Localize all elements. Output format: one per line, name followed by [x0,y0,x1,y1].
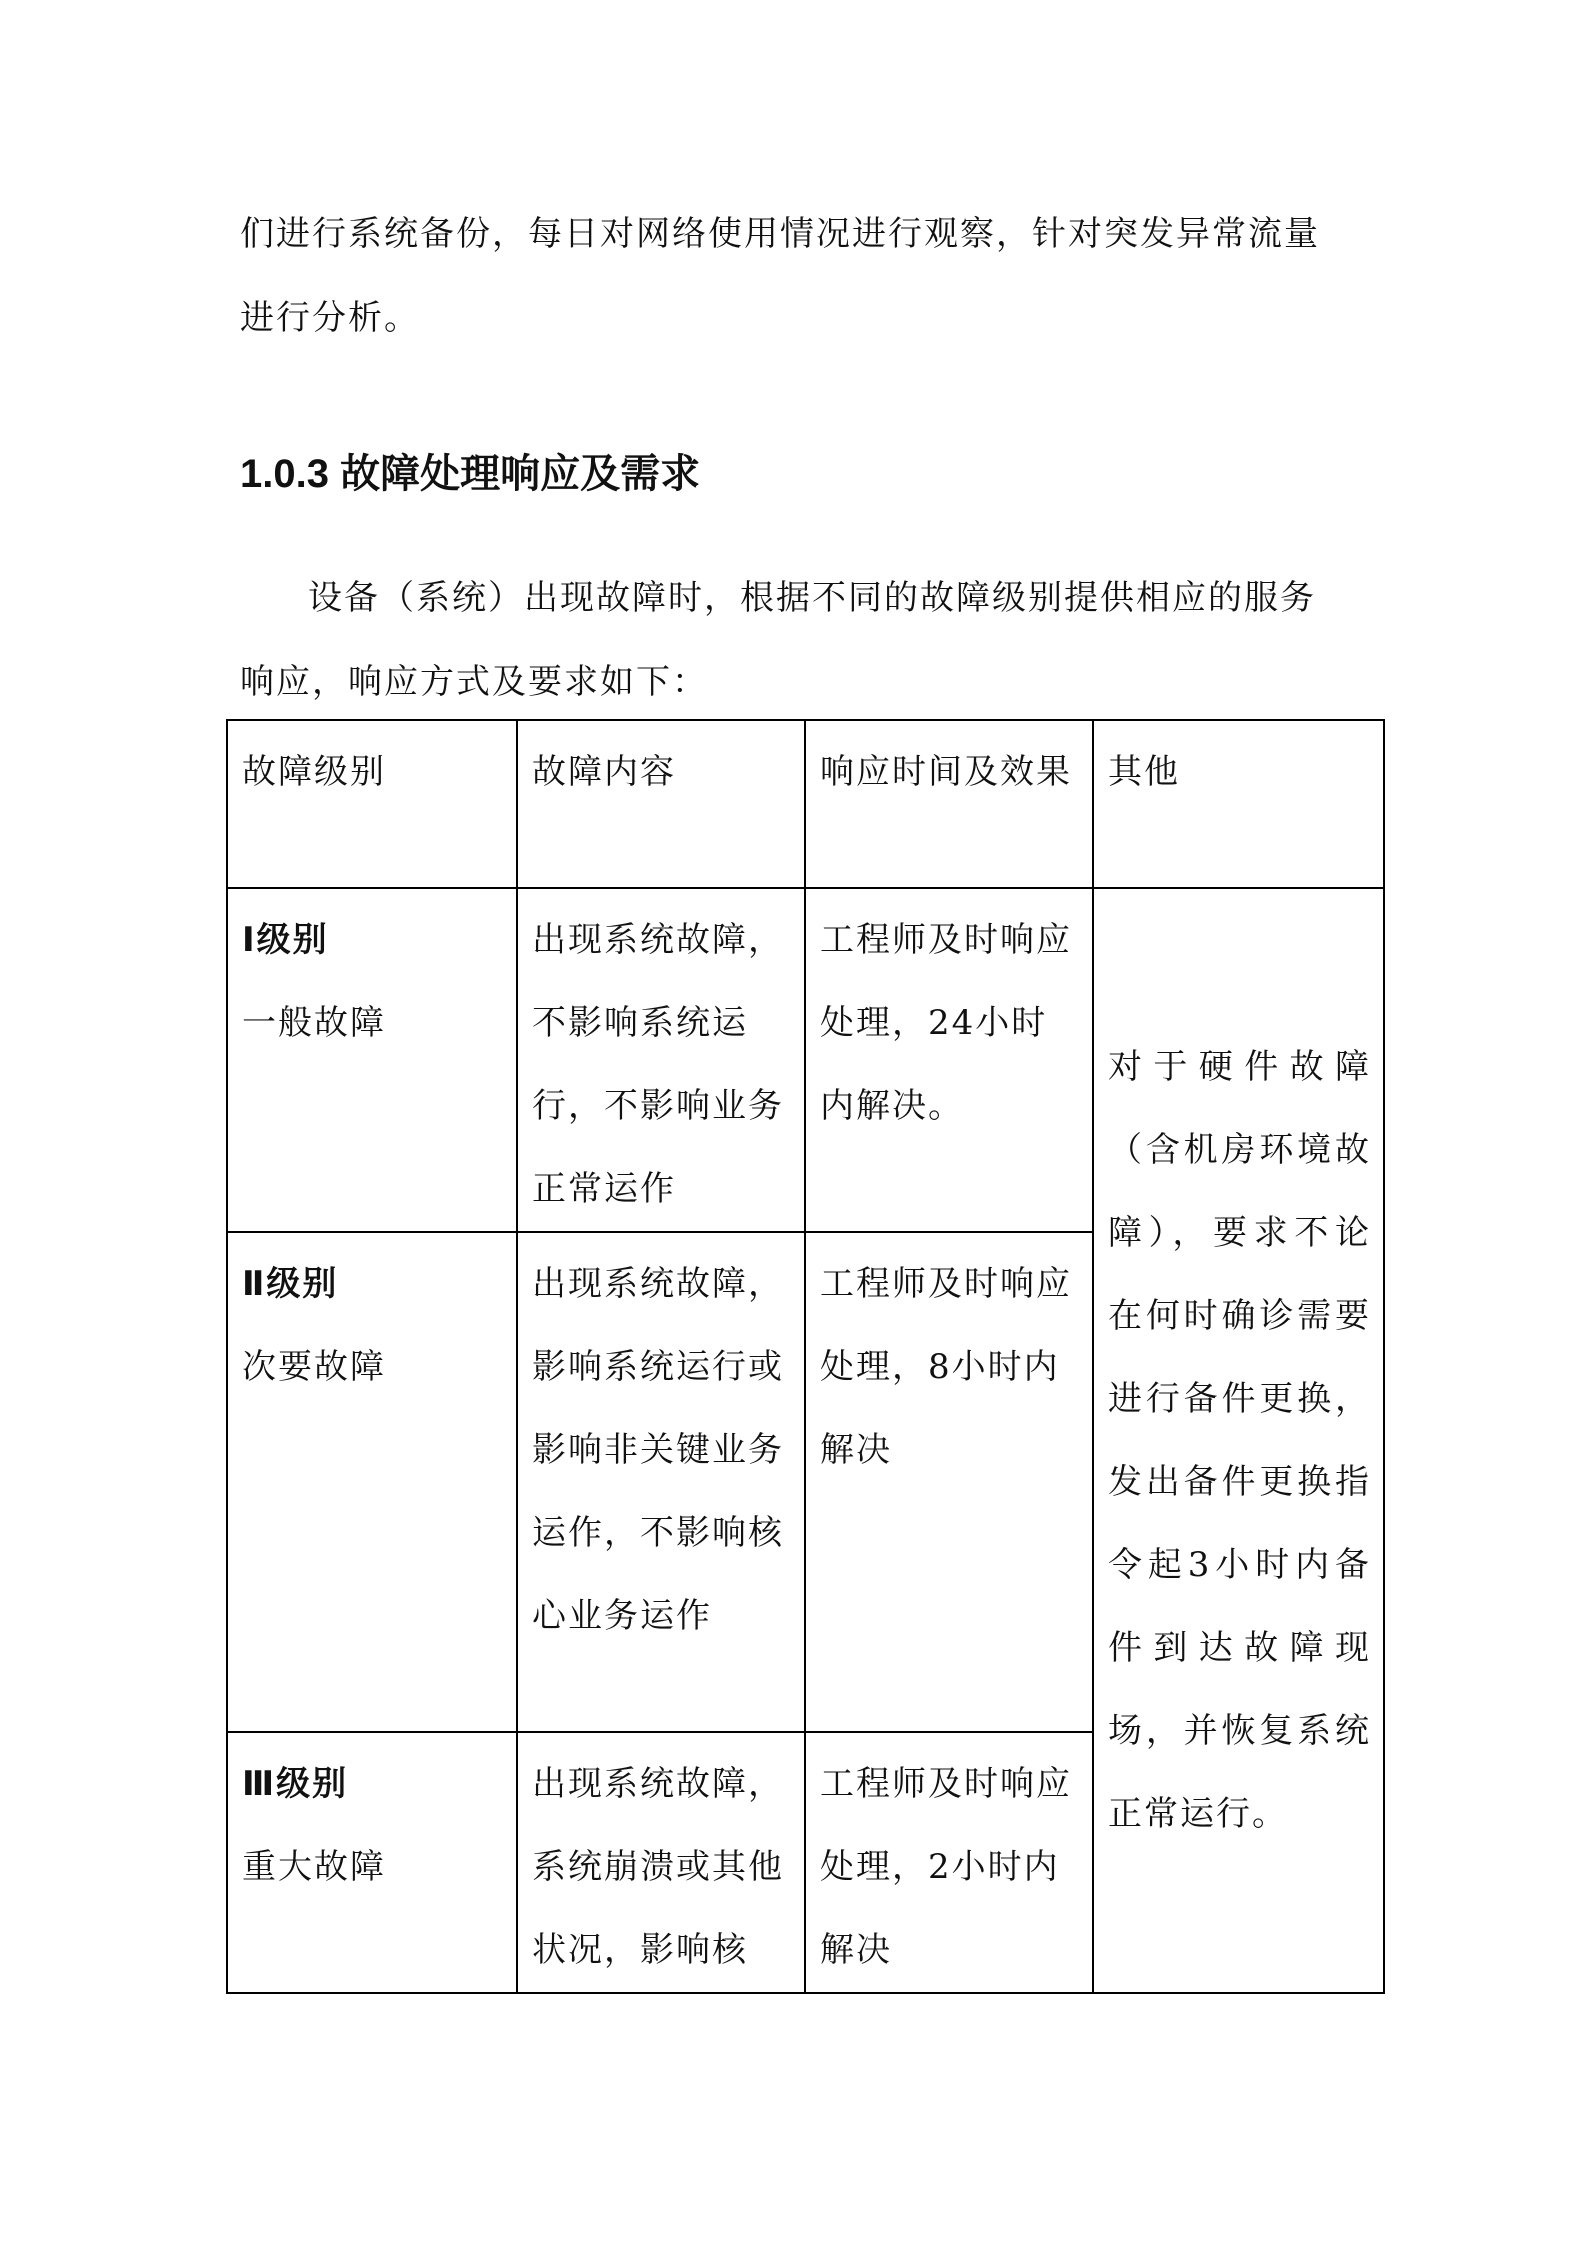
fault-response-table [226,719,1385,1994]
intro-line-2: 进行分析。 [240,298,420,338]
table-header-row [227,720,1384,888]
level-name: 一般故障 [242,1003,386,1043]
header-fault-content: 故障内容 [517,720,805,888]
level-name: 重大故障 [242,1847,386,1887]
intro-line-1: 们进行系统备份，每日对网络使用情况进行观察，针对突发异常流量 [240,214,1320,254]
intro-paragraph [240,192,1350,360]
response-cell: 工程师及时响应处理，8小时内解决 [805,1232,1093,1732]
header-other: 其他 [1093,720,1384,888]
header-fault-level: 故障级别 [227,720,517,888]
content-cell: 出现系统故障，不影响系统运行，不影响业务正常运作 [517,888,805,1232]
other-notes-cell: 对于硬件故障（含机房环境故障），要求不论在何时确诊需要进行备件更换，发出备件更换指令起3小时内备件到达故障现场，并恢复系统正常运行。 [1093,888,1384,1993]
level-cell [227,888,517,1232]
section-heading: 1.0.3 故障处理响应及需求 [240,452,701,496]
level-label: Ⅱ级别 [242,1264,339,1304]
content-cell: 出现系统故障，影响系统运行或影响非关键业务运作，不影响核心业务运作 [517,1232,805,1732]
level-name: 次要故障 [242,1347,386,1387]
response-cell: 工程师及时响应处理，24小时内解决。 [805,888,1093,1232]
level-label: Ⅰ级别 [242,920,329,960]
response-cell: 工程师及时响应处理，2小时内解决 [805,1732,1093,1993]
header-response-time: 响应时间及效果 [805,720,1093,888]
level-cell [227,1732,517,1993]
table-row [227,888,1384,1232]
level-label: Ⅲ级别 [242,1764,349,1804]
description-paragraph: 设备（系统）出现故障时，根据不同的故障级别提供相应的服务响应，响应方式及要求如下： [240,578,1316,702]
content-cell: 出现系统故障，系统崩溃或其他状况，影响核 [517,1732,805,1993]
level-cell [227,1232,517,1732]
